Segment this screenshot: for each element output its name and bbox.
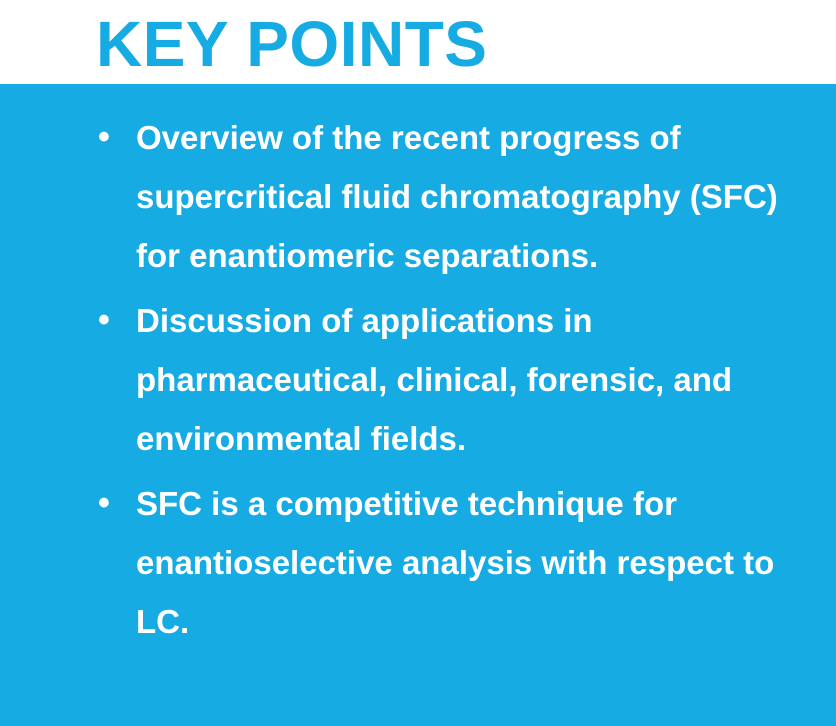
list-item-text: SFC is a competitive technique for enantioselective analysis with respect to LC. <box>136 485 775 640</box>
bullet-icon: • <box>98 301 110 339</box>
page-title: KEY POINTS <box>96 8 488 80</box>
bullet-icon: • <box>98 484 110 522</box>
list-item <box>84 474 804 651</box>
list-item <box>84 291 804 468</box>
list-item-text: Overview of the recent progress of supercritical fluid chromatography (SFC) for enantiomeric separations. <box>136 119 778 274</box>
bullet-icon: • <box>98 118 110 156</box>
key-points-list <box>84 108 804 657</box>
list-item <box>84 108 804 285</box>
list-item-text: Discussion of applications in pharmaceutical, clinical, forensic, and environmental fields. <box>136 302 733 457</box>
